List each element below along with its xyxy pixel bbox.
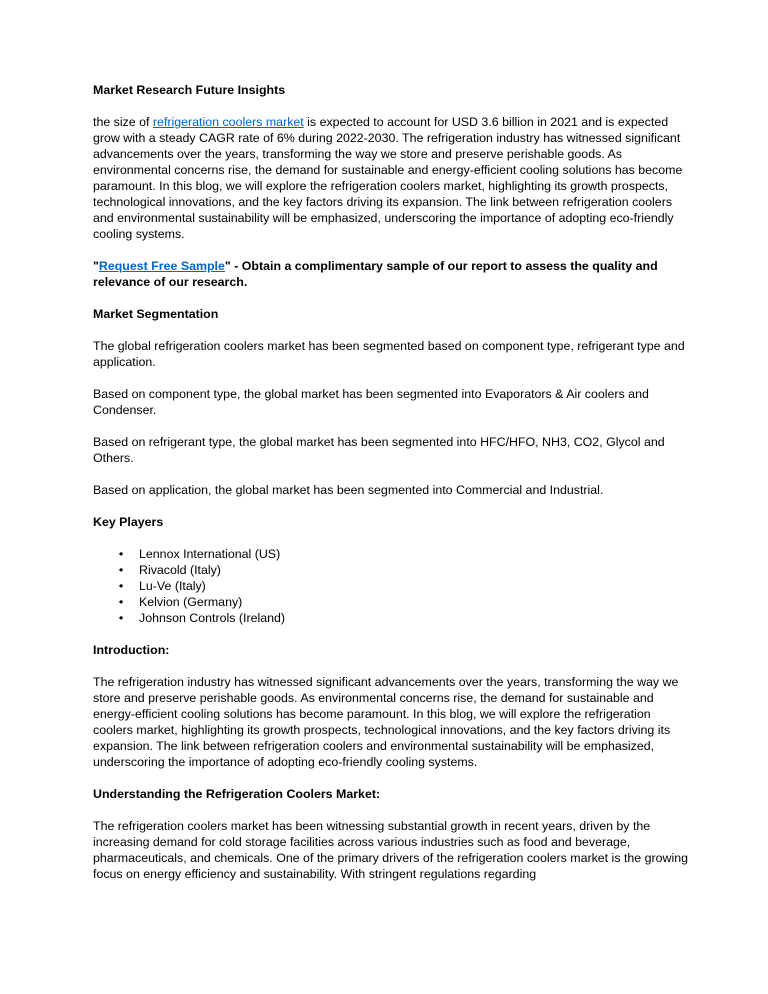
refrigeration-coolers-market-link[interactable]: refrigeration coolers market	[152, 115, 304, 129]
segmentation-paragraph: The global refrigeration coolers market has been segmented based on component type, refrigerant type and application.	[93, 339, 685, 369]
player-name: Rivacold (Italy)	[139, 563, 221, 577]
player-name: Lennox International (US)	[139, 547, 281, 561]
list-item	[93, 578, 693, 594]
list-item	[93, 546, 693, 562]
introduction-heading: Introduction:	[93, 643, 170, 657]
player-name: Kelvion (Germany)	[139, 595, 243, 609]
refrigerant-type-paragraph: Based on refrigerant type, the global market has been segmented into HFC/HFO, NH3, CO2, Glycol and Others.	[93, 435, 665, 465]
list-item	[93, 562, 693, 578]
understanding-paragraph: The refrigeration coolers market has been witnessing substantial growth in recent years, driven by the increasing demand for cold storage facilities across various industries such as food and beverage, pharmaceuticals, and chemicals. One of the primary drivers of the refrigeration coolers market is the growing focus on energy efficiency and sustainability. With stringent regulations regarding	[93, 819, 689, 881]
list-item	[93, 594, 693, 610]
sample-request-paragraph	[93, 258, 693, 290]
key-players-heading: Key Players	[93, 515, 164, 529]
bullet-icon: •	[118, 563, 124, 577]
sample-request-text: " - Obtain a complimentary sample of our report to assess the quality and relevance of our research.	[93, 259, 658, 289]
player-name: Lu-Ve (Italy)	[139, 579, 206, 593]
insights-heading: Market Research Future Insights	[93, 83, 286, 97]
bullet-icon: •	[118, 611, 124, 625]
sample-quote-open: "	[93, 259, 99, 273]
understanding-heading: Understanding the Refrigeration Coolers Market:	[93, 787, 381, 801]
list-item	[93, 610, 693, 626]
intro-paragraph	[93, 114, 693, 242]
segmentation-heading: Market Segmentation	[93, 307, 219, 321]
intro-text-after-link: is expected to account for USD 3.6 billion in 2021 and is expected grow with a steady CAGR rate of 6% during 2022-2030. The refrigeration industry has witnessed significant advancements over the years, transforming the way we store and preserve perishable goods. As environmental concerns rise, the demand for sustainable and energy-efficient cooling solutions has become paramount. In this blog, we will explore the refrigeration coolers market, highlighting its growth prospects, technological innovations, and the key factors driving its expansion. The link between refrigeration coolers and environmental sustainability will be emphasized, underscoring the importance of adopting eco-friendly cooling systems.	[93, 115, 683, 241]
bullet-icon: •	[118, 547, 124, 561]
document-page	[93, 82, 693, 882]
key-players-list	[93, 546, 693, 626]
bullet-icon: •	[118, 579, 124, 593]
bullet-icon: •	[118, 595, 124, 609]
player-name: Johnson Controls (Ireland)	[139, 611, 286, 625]
introduction-paragraph: The refrigeration industry has witnessed significant advancements over the years, transforming the way we store and preserve perishable goods. As environmental concerns rise, the demand for sustainable and energy-efficient cooling solutions has become paramount. In this blog, we will explore the refrigeration coolers market, highlighting its growth prospects, technological innovations, and the key factors driving its expansion. The link between refrigeration coolers and environmental sustainability will be emphasized, underscoring the importance of adopting eco-friendly cooling systems.	[93, 675, 679, 769]
request-free-sample-link[interactable]: Request Free Sample	[98, 259, 225, 273]
component-type-paragraph: Based on component type, the global market has been segmented into Evaporators & Air coolers and Condenser.	[93, 387, 649, 417]
intro-text-before-link: the size of	[93, 115, 153, 129]
application-paragraph: Based on application, the global market has been segmented into Commercial and Industrial.	[93, 483, 604, 497]
